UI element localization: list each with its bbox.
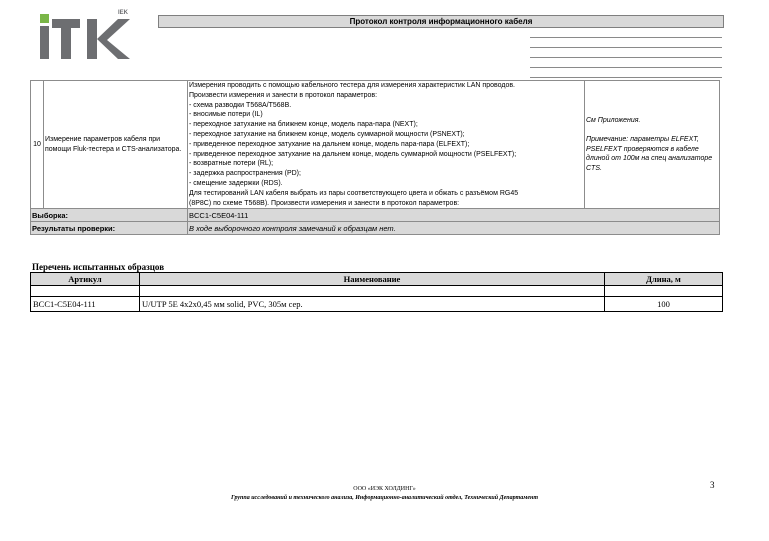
results-value: В ходе выборочного контроля замечаний к образцам нет. [188,222,720,235]
method-line: - вносимые потери (IL) [189,111,263,119]
logo-trademark: IEK [118,10,129,16]
table-row [31,297,723,312]
test-row [31,81,720,209]
test-method [188,81,585,209]
method-line: - схема разводки T568A/T568B. [189,101,292,109]
sample-value: BCC1-C5E04-111 [188,209,720,222]
note-text: Примечание: параметры ELFEXT, PSELFEXT проверяются в кабеле длиной от 100м на спец анализаторе CTS. [586,136,713,172]
header-blank-lines [530,28,722,78]
method-line: - возвратные потери (RL); [189,160,274,168]
method-line: Для тестирований LAN кабеля выбрать из пары соответствующего цвета и обжать с разъёмом RG45 [189,189,519,197]
document-title: Протокол контроля информационного кабеля [158,15,724,28]
method-line: - приведенное переходное затухание на дальнем конце, модель суммарной мощности (PSELFEXT); [189,150,517,158]
note-reference: См Приложения. [586,116,641,124]
cell-article: BCC1-C5E04-111 [31,297,140,312]
samples-blank-row [31,286,723,297]
method-line: (8P8C) по схеме T568B). Произвести измерения и занести в протокол параметров: [189,199,460,207]
method-line: Произвести измерения и занести в протокол параметров: [189,91,378,99]
itk-logo [40,10,132,60]
header-name: Наименование [140,273,605,286]
sample-label: Выборка: [31,209,188,222]
test-table [30,80,720,235]
method-line: - приведенное переходное затухание на дальнем конце, модель пара-пара (ELFEXT); [189,140,470,148]
method-line: - переходное затухание на ближнем конце, модель суммарной мощности (PSNEXT); [189,130,465,138]
page-number: 3 [710,480,715,490]
sample-row [31,209,720,222]
footer-department: Группа исследований и технического анализа, Информационно-аналитический отдел, Технический Департамент [230,495,538,501]
header-length: Длина, м [605,273,723,286]
method-line: Измерения проводить с помощью кабельного тестера для измерения характеристик LAN проводов. [189,82,516,89]
results-row [31,222,720,235]
method-line: - задержка распространения (PD); [189,170,301,178]
footer-company: ООО «ИЭК ХОЛДИНГ» [353,486,416,492]
cell-length: 100 [605,297,723,312]
samples-header-row [31,273,723,286]
samples-table [30,272,723,312]
samples-title: Перечень испытанных образцов [32,262,165,272]
test-parameter: Измерение параметров кабеля при помощи Fluk-тестера и CTS-анализатора. [44,81,188,209]
results-label: Результаты проверки: [31,222,188,235]
test-number: 10 [31,81,44,209]
itk-logo-mark [40,14,132,60]
method-line: - смещение задержки (RDS). [189,179,283,187]
test-notes [585,81,720,209]
method-line: - переходное затухание на ближнем конце, модель пара-пара (NEXT); [189,121,418,129]
header-article: Артикул [31,273,140,286]
cell-name: U/UTP 5E 4x2x0,45 мм solid, PVC, 305м сер. [140,297,605,312]
